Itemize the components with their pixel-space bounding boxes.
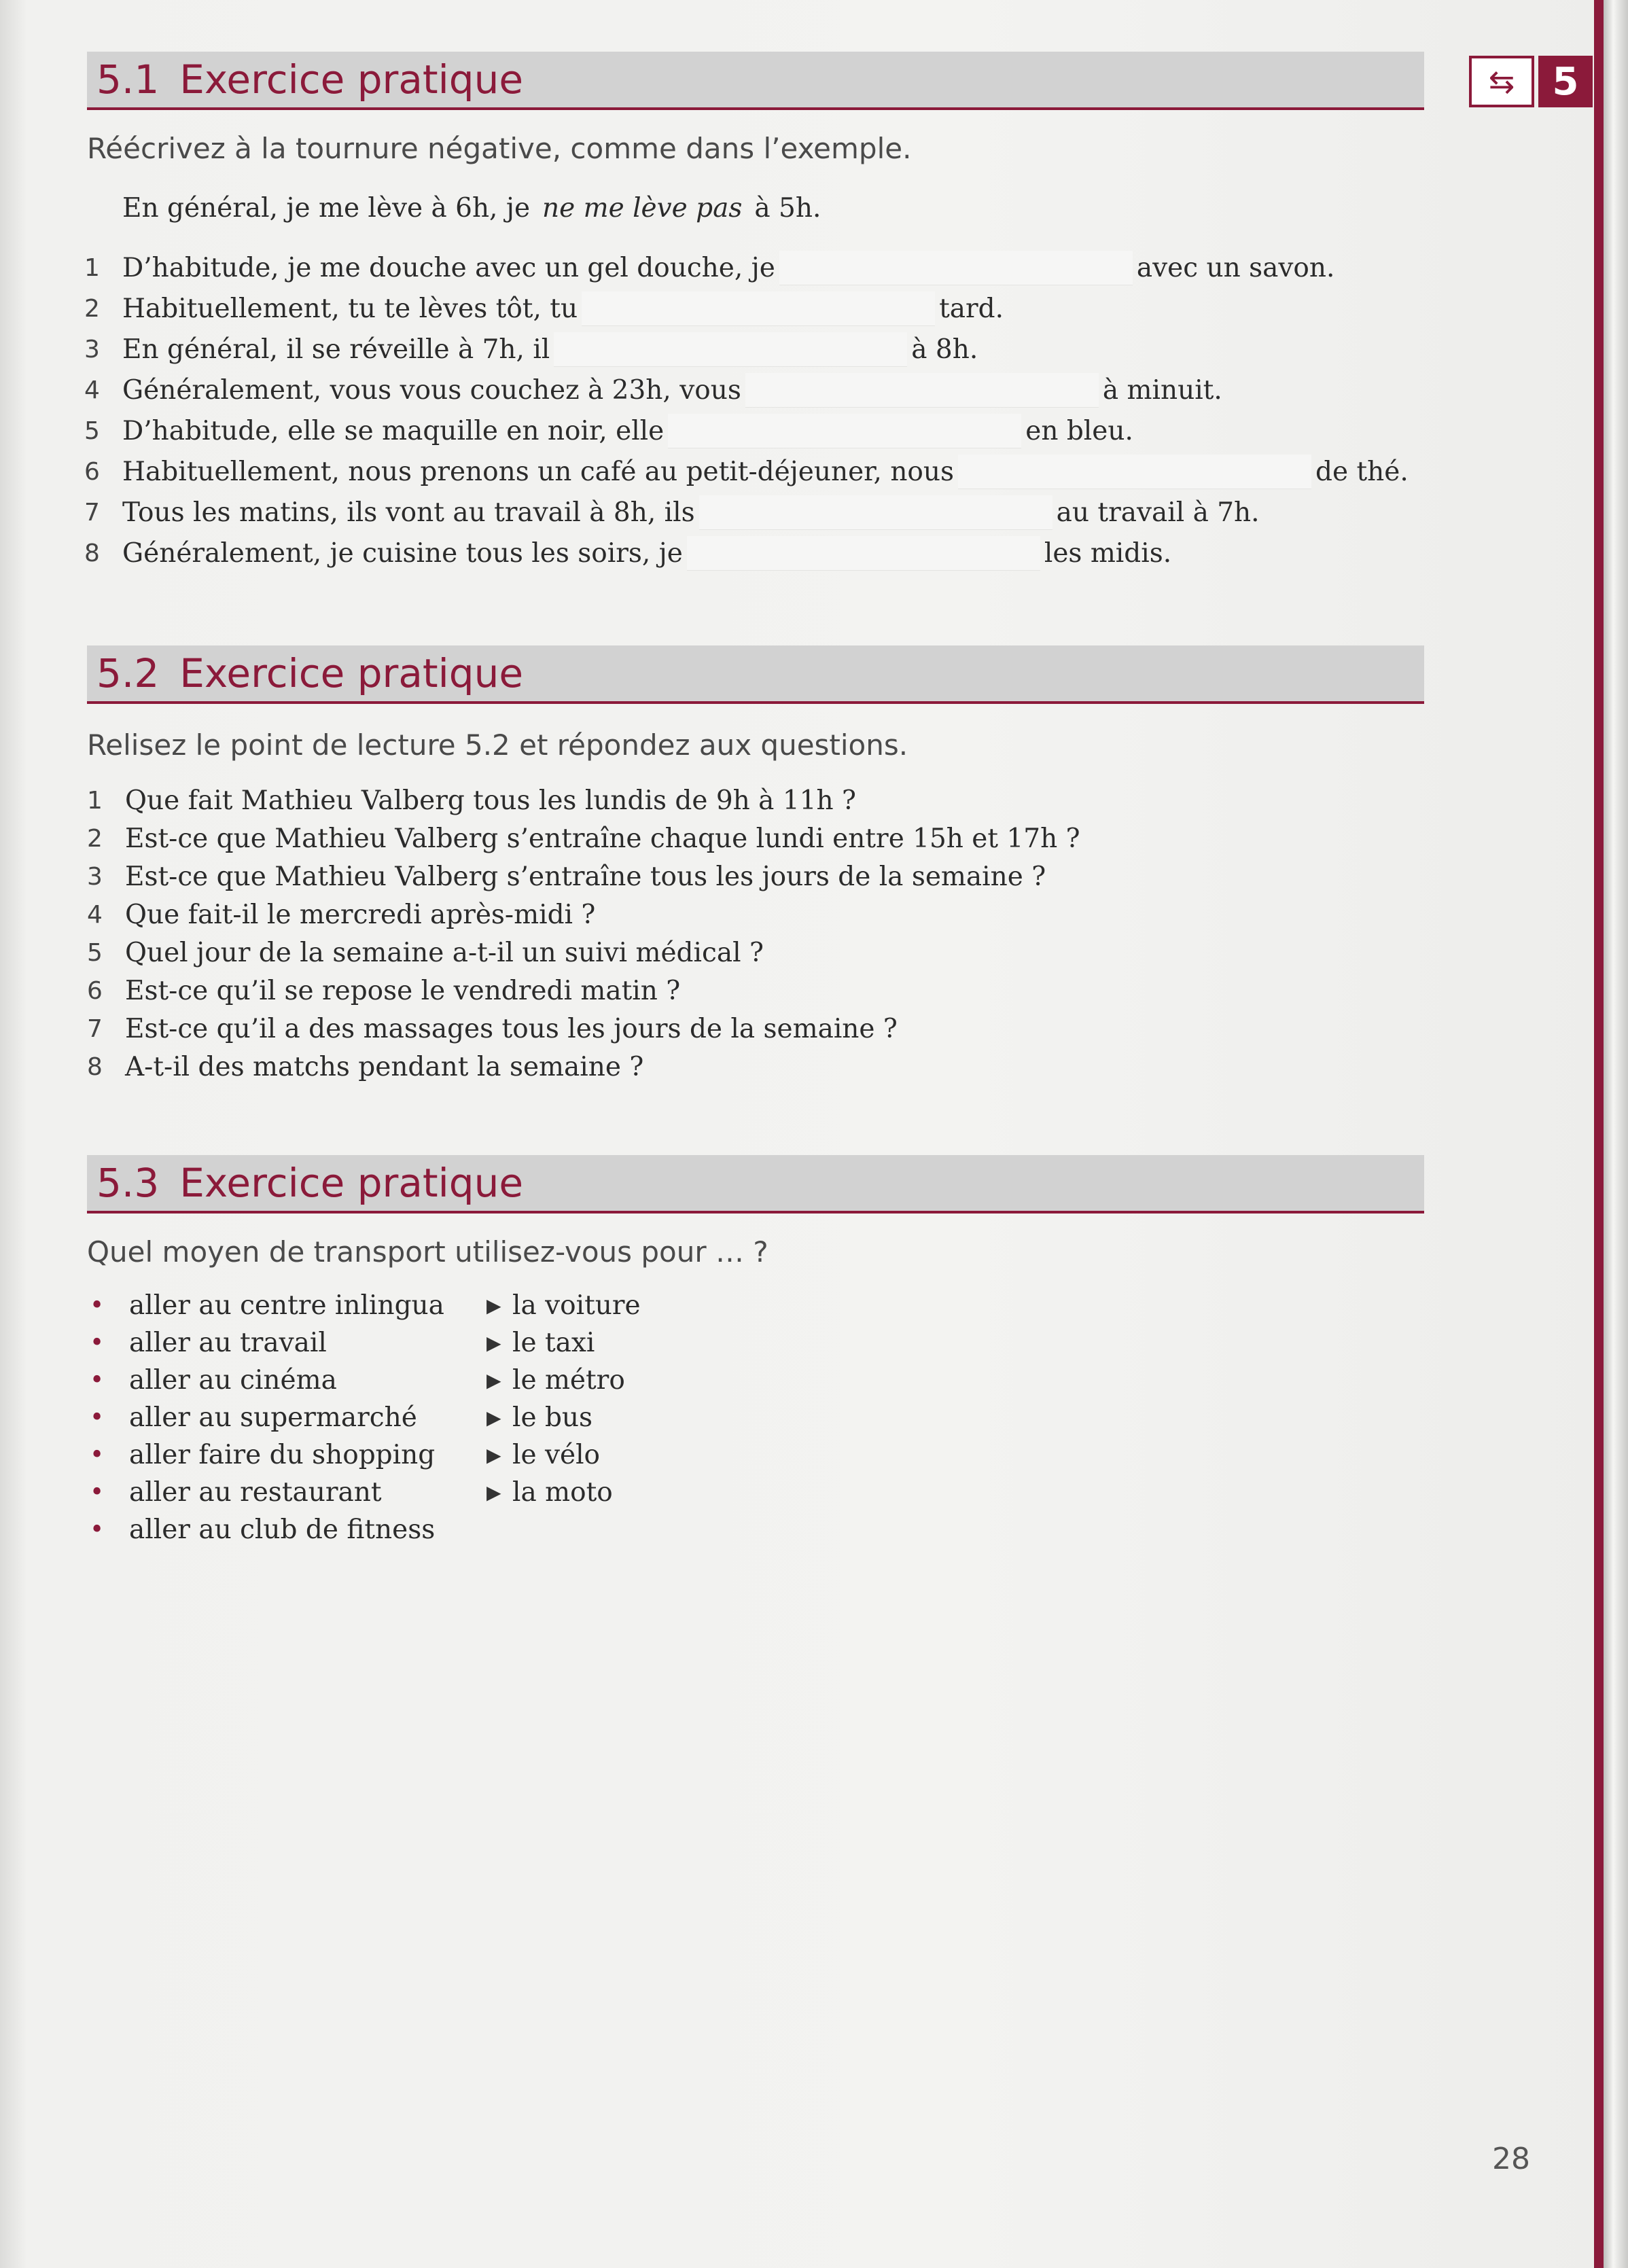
bullet-icon: • — [90, 1366, 105, 1394]
question-item — [87, 1010, 898, 1048]
destination-item — [90, 1324, 327, 1362]
bullet-icon: • — [90, 1441, 105, 1469]
question-text: Que fait-il le mercredi après-midi ? — [125, 899, 596, 930]
item-number: 5 — [84, 417, 100, 445]
transport-item — [486, 1287, 641, 1324]
triangle-right-icon: ▶ — [486, 1444, 501, 1466]
question-number: 4 — [87, 900, 103, 929]
example-line — [122, 188, 821, 228]
section-header-5-2 — [87, 645, 1424, 704]
item-prompt: D’habitude, je me douche avec un gel douche, je — [122, 252, 775, 283]
item-ending: en bleu. — [1025, 415, 1133, 446]
section-instruction: Relisez le point de lecture 5.2 et répondez aux questions. — [87, 728, 908, 762]
bullet-icon: • — [90, 1478, 105, 1506]
bullet-icon: • — [90, 1404, 105, 1432]
question-text: Est-ce que Mathieu Valberg s’entraîne tous les jours de la semaine ? — [125, 861, 1046, 892]
destination-text: aller au travail — [129, 1328, 327, 1358]
answer-blank[interactable] — [958, 455, 1311, 489]
triangle-right-icon: ▶ — [486, 1294, 501, 1317]
destination-text: aller faire du shopping — [129, 1440, 436, 1470]
section-header-5-3 — [87, 1155, 1424, 1213]
question-number: 2 — [87, 824, 103, 853]
section-header-5-1 — [87, 52, 1424, 110]
destination-text: aller au supermarché — [129, 1402, 417, 1433]
transport-item — [486, 1399, 592, 1436]
item-number: 3 — [84, 335, 100, 364]
exercise-line — [84, 492, 1260, 533]
question-item — [87, 972, 680, 1010]
item-number: 8 — [84, 539, 100, 567]
destination-item — [90, 1474, 382, 1511]
triangle-right-icon: ▶ — [486, 1406, 501, 1429]
destination-text: aller au club de fitness — [129, 1514, 436, 1545]
destination-text: aller au cinéma — [129, 1365, 337, 1396]
page-number: 28 — [1492, 2142, 1530, 2176]
section-title: Exercice pratique — [179, 56, 524, 103]
triangle-right-icon: ▶ — [486, 1369, 501, 1392]
example-answer: ne me lève pas — [542, 192, 743, 224]
bullet-icon: • — [90, 1516, 105, 1544]
exercise-line — [84, 370, 1222, 410]
item-ending: au travail à 7h. — [1056, 497, 1260, 528]
transport-item — [486, 1474, 613, 1511]
section-number: 5.1 — [96, 56, 160, 103]
destination-text: aller au centre inlingua — [129, 1290, 444, 1321]
question-text: Que fait Mathieu Valberg tous les lundis de 9h à 11h ? — [125, 785, 856, 816]
item-ending: les midis. — [1044, 537, 1172, 569]
transport-item — [486, 1436, 600, 1474]
item-number: 2 — [84, 294, 100, 323]
example-after: à 5h. — [754, 192, 821, 224]
item-number: 4 — [84, 376, 100, 404]
question-item — [87, 781, 856, 819]
destination-item — [90, 1287, 444, 1324]
exercise-line — [84, 410, 1133, 451]
transport-text: la moto — [512, 1477, 613, 1508]
destination-item — [90, 1511, 435, 1548]
triangle-right-icon: ▶ — [486, 1481, 501, 1504]
section-title: Exercice pratique — [179, 1160, 524, 1206]
exercise-line — [84, 533, 1171, 573]
transport-text: le métro — [512, 1365, 625, 1396]
destination-text: aller au restaurant — [129, 1477, 382, 1508]
example-before: En général, je me lève à 6h, je — [122, 192, 531, 224]
item-prompt: Tous les matins, ils vont au travail à 8h, ils — [122, 497, 695, 528]
item-prompt: En général, il se réveille à 7h, il — [122, 334, 550, 365]
question-item — [87, 934, 764, 972]
exercise-line — [84, 247, 1334, 288]
question-text: A-t-il des matchs pendant la semaine ? — [125, 1051, 644, 1082]
chapter-number: 5 — [1538, 56, 1593, 107]
answer-blank[interactable] — [699, 495, 1052, 530]
section-instruction: Réécrivez à la tournure négative, comme dans l’exemple. — [87, 132, 912, 165]
bullet-icon: • — [90, 1329, 105, 1357]
question-number: 5 — [87, 938, 103, 967]
section-number: 5.2 — [96, 650, 160, 696]
question-item — [87, 819, 1080, 857]
transport-text: le vélo — [512, 1440, 601, 1470]
answer-blank[interactable] — [582, 291, 935, 326]
answer-blank[interactable] — [554, 332, 907, 367]
answer-blank[interactable] — [779, 251, 1133, 285]
bullet-icon: • — [90, 1292, 105, 1319]
item-prompt: Généralement, vous vous couchez à 23h, vous — [122, 374, 741, 406]
section-instruction: Quel moyen de transport utilisez-vous pour … ? — [87, 1235, 768, 1269]
exercise-line — [84, 329, 978, 370]
section-title: Exercice pratique — [179, 650, 524, 696]
transport-text: la voiture — [512, 1290, 641, 1321]
item-ending: tard. — [939, 293, 1004, 324]
item-ending: de thé. — [1315, 456, 1409, 487]
transport-text: le taxi — [512, 1328, 595, 1358]
item-number: 6 — [84, 457, 100, 486]
chapter-badge — [1469, 56, 1593, 107]
item-ending: à 8h. — [911, 334, 978, 365]
answer-blank[interactable] — [745, 373, 1099, 408]
item-number: 1 — [84, 253, 100, 282]
page-edge — [1604, 0, 1628, 2268]
item-prompt: Généralement, je cuisine tous les soirs, je — [122, 537, 683, 569]
item-ending: à minuit. — [1102, 374, 1222, 406]
transport-item — [486, 1362, 625, 1399]
question-number: 7 — [87, 1014, 103, 1043]
answer-blank[interactable] — [668, 414, 1021, 448]
transport-item — [486, 1324, 595, 1362]
item-prompt: Habituellement, nous prenons un café au petit-déjeuner, nous — [122, 456, 955, 487]
question-item — [87, 896, 595, 934]
question-number: 6 — [87, 976, 103, 1005]
item-number: 7 — [84, 498, 100, 527]
transport-text: le bus — [512, 1402, 593, 1433]
question-item — [87, 857, 1046, 896]
question-text: Quel jour de la semaine a-t-il un suivi médical ? — [125, 937, 764, 968]
question-number: 1 — [87, 786, 103, 815]
exchange-arrows-icon: ⇆ — [1469, 56, 1534, 107]
question-number: 3 — [87, 862, 103, 891]
chapter-tab-strip — [1594, 0, 1604, 2268]
item-ending: avec un savon. — [1136, 252, 1335, 283]
question-text: Est-ce qu’il a des massages tous les jours de la semaine ? — [125, 1013, 898, 1044]
item-prompt: D’habitude, elle se maquille en noir, elle — [122, 415, 665, 446]
exercise-line — [84, 288, 1004, 329]
question-number: 8 — [87, 1052, 103, 1081]
question-text: Est-ce qu’il se repose le vendredi matin ? — [125, 975, 681, 1006]
exercise-line — [84, 451, 1409, 492]
destination-item — [90, 1399, 417, 1436]
destination-item — [90, 1362, 337, 1399]
answer-blank[interactable] — [687, 536, 1040, 571]
section-number: 5.3 — [96, 1160, 160, 1206]
item-prompt: Habituellement, tu te lèves tôt, tu — [122, 293, 578, 324]
destination-item — [90, 1436, 435, 1474]
question-text: Est-ce que Mathieu Valberg s’entraîne chaque lundi entre 15h et 17h ? — [125, 823, 1080, 854]
question-item — [87, 1048, 643, 1086]
triangle-right-icon: ▶ — [486, 1332, 501, 1354]
